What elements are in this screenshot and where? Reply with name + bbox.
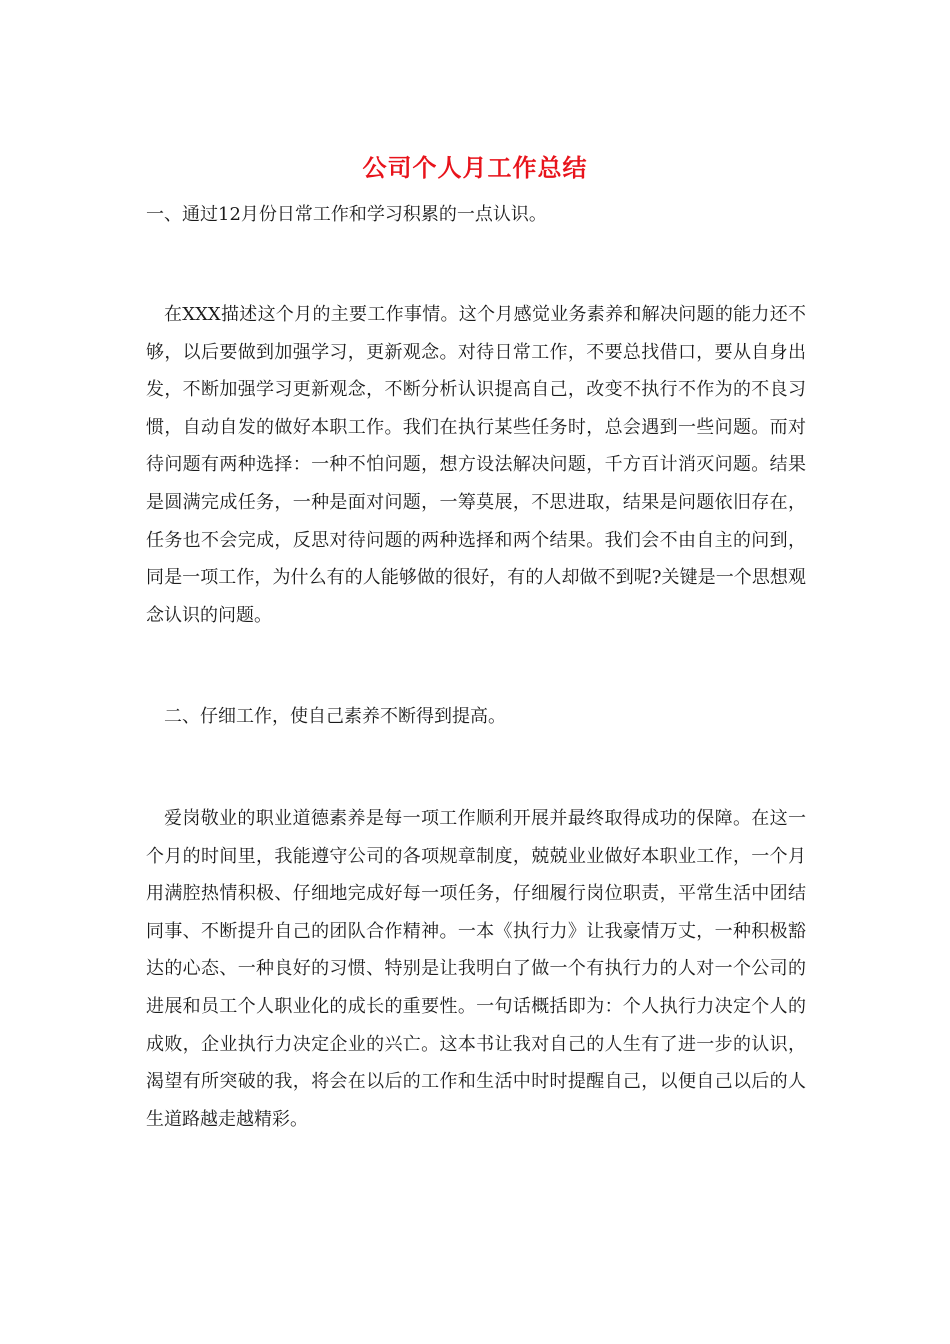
section-2-paragraph: 爱岗敬业的职业道德素养是每一项工作顺利开展并最终取得成功的保障。在这一个月的时间里，我能遵守公司的各项规章制度，兢兢业业做好本职业工作，一个月用满腔热情积极、仔细地完成好每一项任务，仔细履行岗位职责，平常生活中团结同事、不断提升自己的团队合作精神。一本《执行力》让我豪情万丈，一种积极豁达的心态、一种良好的习惯、特别是让我明白了做一个有执行力的人对一个公司的进展和员工个人职业化的成长的重要性。一句话概括即为：个人执行力决定个人的成败，企业执行力决定企业的兴亡。这本书让我对自己的人生有了进一步的认识，渴望有所突破的我，将会在以后的工作和生活中时时提醒自己，以便自己以后的人生道路越走越精彩。 [146,808,806,1130]
section-2-heading: 二、仔细工作，使自己素养不断得到提高。 [164,706,506,727]
section-1-heading: 一、通过12月份日常工作和学习积累的一点认识。 [146,204,547,225]
section-1-paragraph: 在XXX描述这个月的主要工作事情。这个月感觉业务素养和解决问题的能力还不够，以后要做到加强学习，更新观念。对待日常工作，不要总找借口，要从自身出发，不断加强学习更新观念，不断分析认识提高自己，改变不执行不作为的不良习惯，自动自发的做好本职工作。我们在执行某些任务时，总会遇到一些问题。而对待问题有两种选择：一种不怕问题，想方设法解决问题，千方百计消灭问题。结果是圆满完成任务，一种是面对问题，一筹莫展，不思进取，结果是问题依旧存在，任务也不会完成，反思对待问题的两种选择和两个结果。我们会不由自主的问到，同是一项工作，为什么有的人能够做的很好，有的人却做不到呢?关键是一个思想观念认识的问题。 [146,304,806,626]
document-title: 公司个人月工作总结 [362,153,588,182]
